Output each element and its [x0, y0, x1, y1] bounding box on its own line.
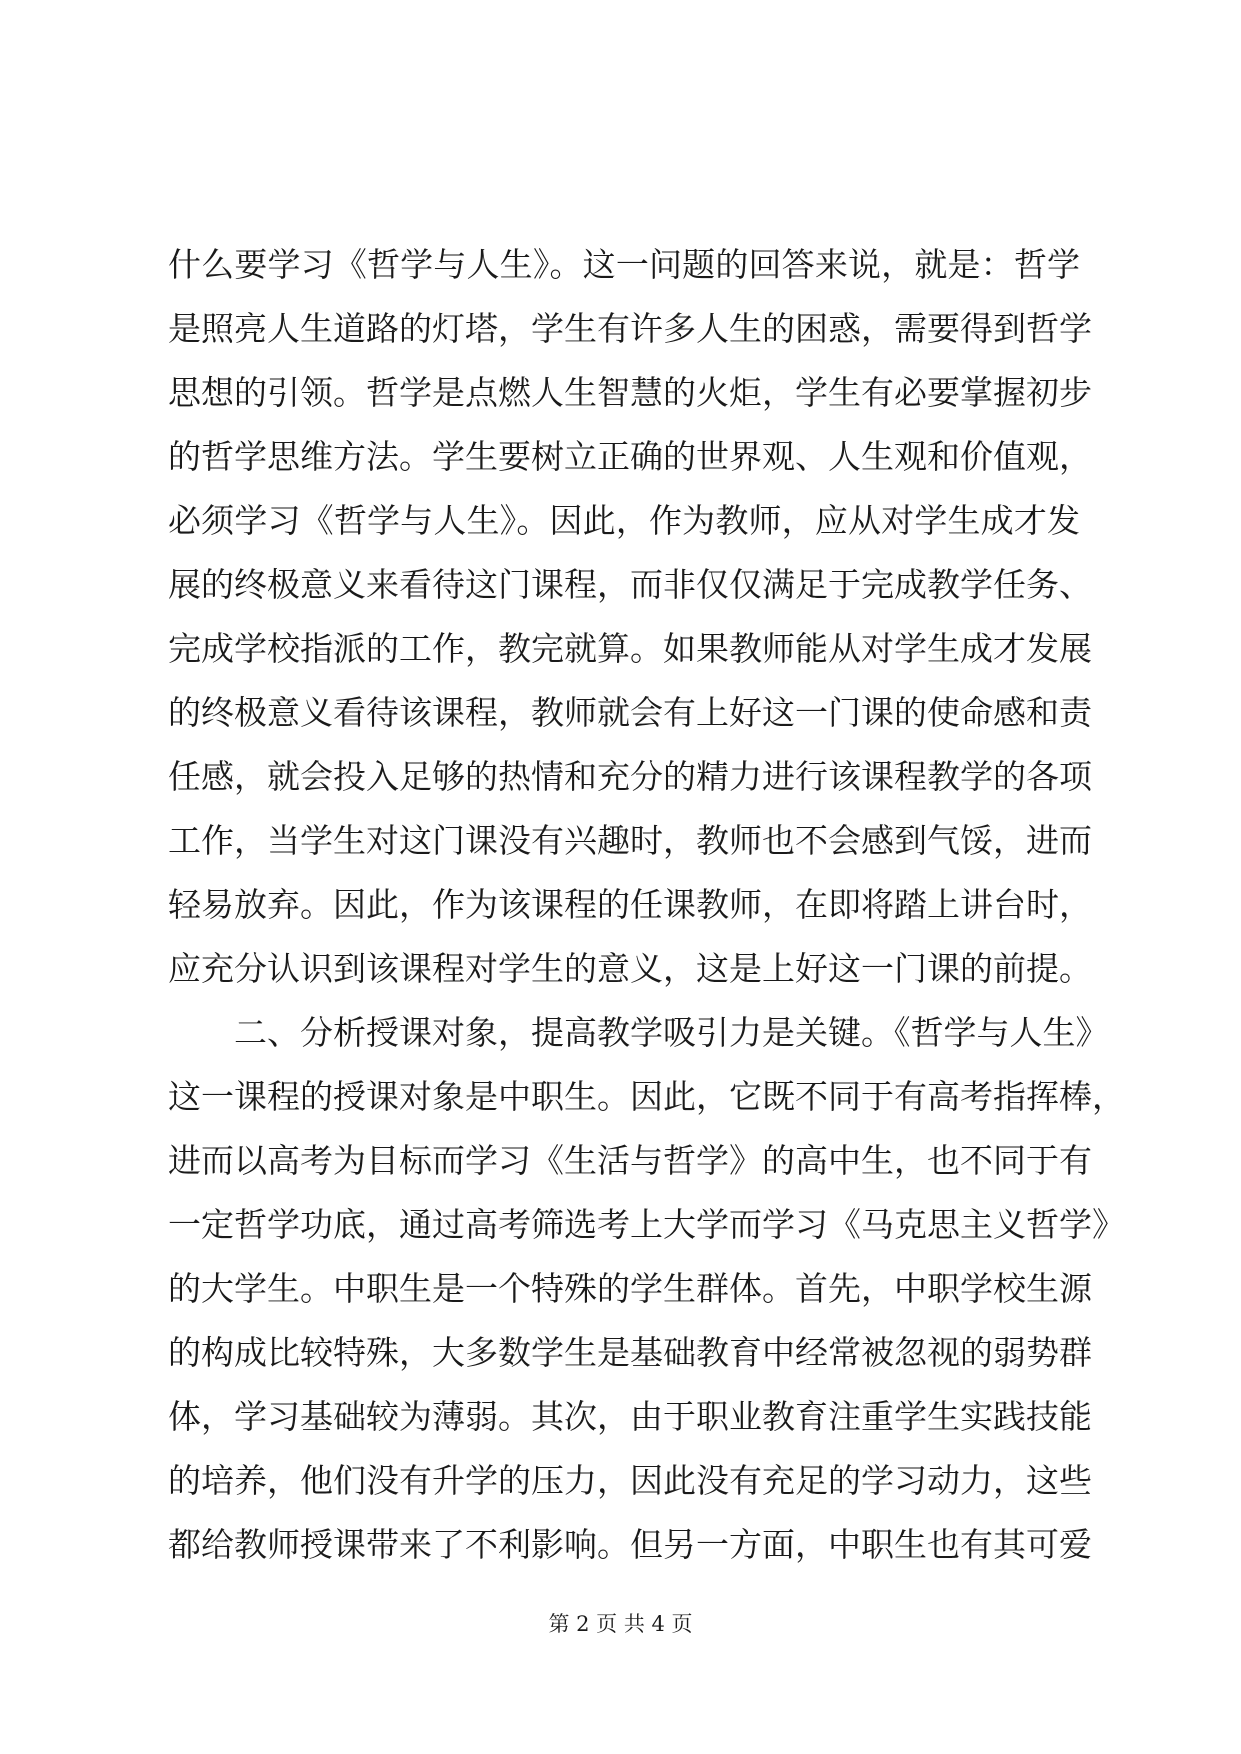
text-line: 什么要学习《哲学与人生》。这一问题的回答来说，就是：哲学 — [168, 245, 1080, 284]
text-line: 应充分认识到该课程对学生的意义，这是上好这一门课的前提。 — [168, 949, 1092, 988]
text-line: 的终极意义看待该课程，教师就会有上好这一门课的使命感和责 — [168, 693, 1092, 732]
text-line: 体，学习基础较为薄弱。其次，由于职业教育注重学生实践技能 — [168, 1397, 1092, 1436]
text-line: 一定哲学功底，通过高考筛选考上大学而学习《马克思主义哲学》 — [168, 1205, 1125, 1244]
text-line: 的构成比较特殊，大多数学生是基础教育中经常被忽视的弱势群 — [168, 1333, 1092, 1372]
text-line: 的培养，他们没有升学的压力，因此没有充足的学习动力，这些 — [168, 1461, 1092, 1500]
text-line: 进而以高考为目标而学习《生活与哲学》的高中生，也不同于有 — [168, 1141, 1092, 1180]
text-line: 是照亮人生道路的灯塔，学生有许多人生的困惑，需要得到哲学 — [168, 309, 1092, 348]
text-line: 的哲学思维方法。学生要树立正确的世界观、人生观和价值观， — [168, 437, 1092, 476]
text-line: 轻易放弃。因此，作为该课程的任课教师，在即将踏上讲台时， — [168, 885, 1092, 924]
text-line: 任感，就会投入足够的热情和充分的精力进行该课程教学的各项 — [168, 757, 1092, 796]
text-line: 必须学习《哲学与人生》。因此，作为教师，应从对学生成才发 — [168, 501, 1080, 540]
text-line: 完成学校指派的工作，教完就算。如果教师能从对学生成才发展 — [168, 629, 1092, 668]
text-line: 工作，当学生对这门课没有兴趣时，教师也不会感到气馁，进而 — [168, 821, 1092, 860]
text-line: 思想的引领。哲学是点燃人生智慧的火炬，学生有必要掌握初步 — [168, 373, 1092, 412]
page-number-footer: 第 2 页 共 4 页 — [548, 1612, 693, 1636]
text-line: 都给教师授课带来了不利影响。但另一方面，中职生也有其可爱 — [168, 1525, 1092, 1564]
text-line: 这一课程的授课对象是中职生。因此，它既不同于有高考指挥棒， — [168, 1077, 1125, 1116]
text-line: 的大学生。中职生是一个特殊的学生群体。首先，中职学校生源 — [168, 1269, 1092, 1308]
body-text — [168, 233, 1125, 1577]
text-line-paragraph-start: 二、分析授课对象，提高教学吸引力是关键。《哲学与人生》 — [234, 1013, 1109, 1052]
text-line: 展的终极意义来看待这门课程，而非仅仅满足于完成教学任务、 — [168, 565, 1092, 604]
